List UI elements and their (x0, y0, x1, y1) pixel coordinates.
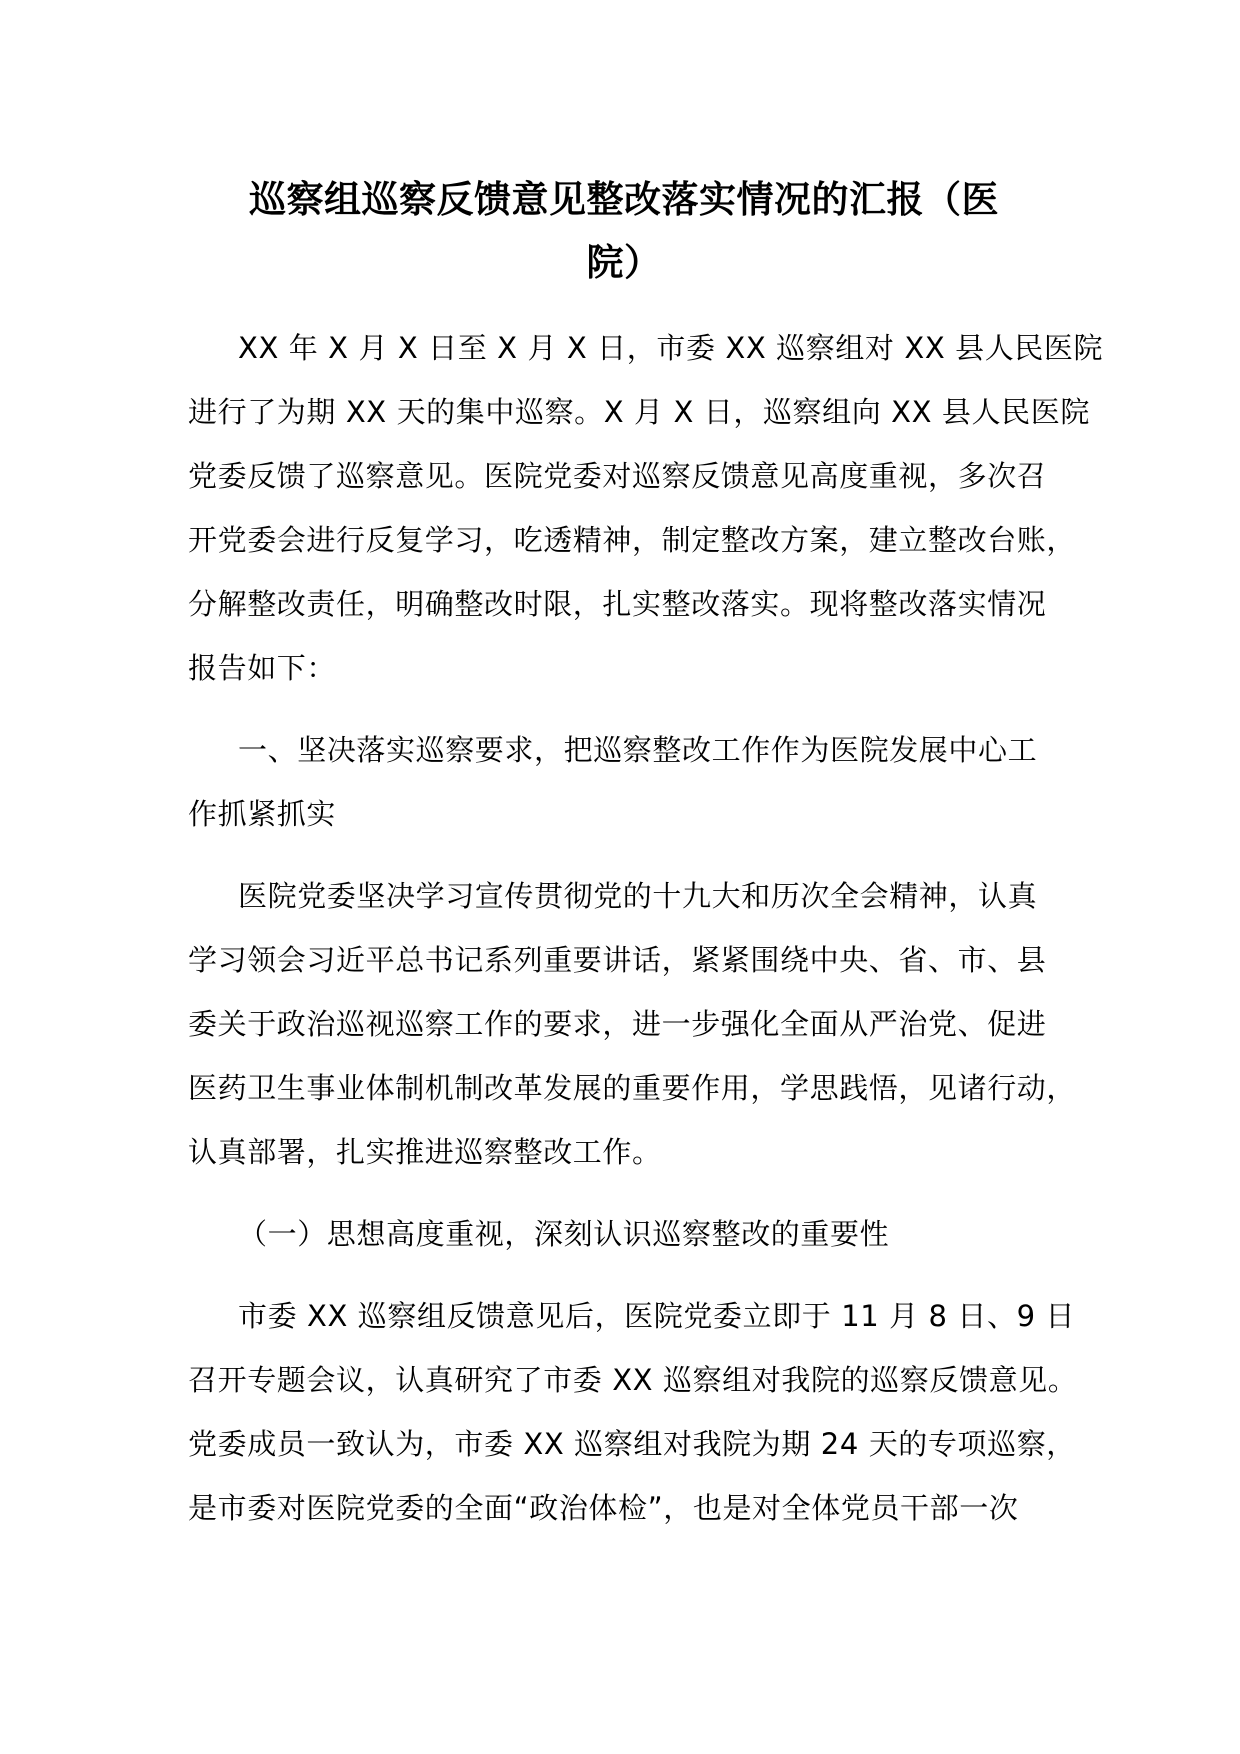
paragraph-line: 医院党委坚决学习宣传贯彻党的十九大和历次全会精神，认真 (238, 879, 1038, 913)
paragraph-line: 召开专题会议，认真研究了市委 XX 巡察组对我院的巡察反馈意见。 (188, 1363, 1078, 1397)
paragraph-line: 分解整改责任，明确整改时限，扎实整改落实。现将整改落实情况 (188, 587, 1047, 621)
section-heading-1 (188, 718, 1060, 846)
paragraph-line: 委关于政治巡视巡察工作的要求，进一步强化全面从严治党、促进 (188, 1007, 1047, 1041)
paragraph-line: 医药卫生事业体制机制改革发展的重要作用，学思践悟，见诸行动， (188, 1071, 1077, 1105)
paragraph-line: 开党委会进行反复学习，吃透精神，制定整改方案，建立整改台账， (188, 523, 1077, 557)
title-line-1: 巡察组巡察反馈意见整改落实情况的汇报（医 (249, 178, 999, 221)
paragraph-line: 学习领会习近平总书记系列重要讲话，紧紧围绕中央、省、市、县 (188, 943, 1047, 977)
paragraph-section-1-body (188, 864, 1077, 1184)
paragraph-line: 认真部署，扎实推进巡察整改工作。 (188, 1135, 662, 1169)
paragraph-line: 党委成员一致认为，市委 XX 巡察组对我院为期 24 天的专项巡察， (188, 1427, 1076, 1461)
spacer (188, 700, 1060, 718)
paragraph-line: 党委反馈了巡察意见。医院党委对巡察反馈意见高度重视，多次召 (188, 459, 1047, 493)
spacer (188, 846, 1060, 864)
document-title (188, 168, 1060, 294)
subsection-heading-1 (188, 1202, 1060, 1266)
paragraph-subsection-1-body (188, 1284, 1078, 1540)
spacer (188, 294, 1060, 316)
paragraph-line: 市委 XX 巡察组反馈意见后，医院党委立即于 11 月 8 日、9 日 (238, 1299, 1076, 1333)
spacer (188, 1266, 1060, 1284)
spacer (188, 1184, 1060, 1202)
paragraph-line: XX 年 X 月 X 日至 X 月 X 日，市委 XX 巡察组对 XX 县人民医院 (238, 331, 1104, 365)
paragraph-line: 进行了为期 XX 天的集中巡察。X 月 X 日，巡察组向 XX 县人民医院 (188, 395, 1090, 429)
heading-line: 一、坚决落实巡察要求，把巡察整改工作作为医院发展中心工 (238, 733, 1038, 767)
paragraph-intro (188, 316, 1104, 700)
paragraph-line: 是市委对医院党委的全面“政治体检”，也是对全体党员干部一次 (188, 1491, 1019, 1525)
title-line-2: 院） (586, 241, 662, 284)
heading-line: （一）思想高度重视，深刻认识巡察整改的重要性 (238, 1217, 890, 1251)
heading-line: 作抓紧抓实 (188, 797, 337, 831)
paragraph-line: 报告如下： (188, 651, 337, 685)
